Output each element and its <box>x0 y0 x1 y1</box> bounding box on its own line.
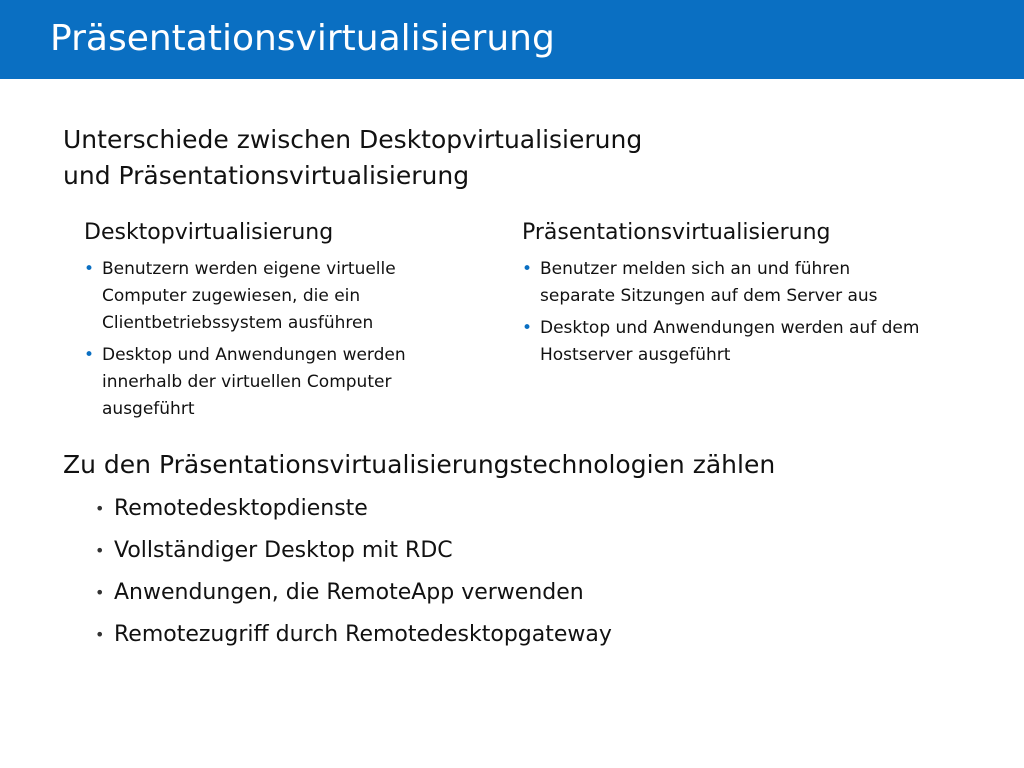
comparison-heading-line-2: und Präsentationsvirtualisierung <box>63 161 470 190</box>
technologies-list <box>95 488 612 656</box>
technology-text: Anwendungen, die RemoteApp verwenden <box>114 580 584 605</box>
technology-item <box>95 530 612 572</box>
column-title-desktop: Desktopvirtualisierung <box>84 220 334 245</box>
technology-item <box>95 488 612 530</box>
technology-item <box>95 572 612 614</box>
technology-text: Remotedesktopdienste <box>114 496 368 521</box>
technologies-heading: Zu den Präsentationsvirtualisierungstechnologien zählen <box>63 450 776 479</box>
presentation-bullet-item <box>522 256 922 310</box>
bullet-text: Benutzern werden eigene virtuelle Computer zugewiesen, die ein Clientbetriebssystem ausführen <box>102 259 396 333</box>
desktop-bullet-list <box>84 256 484 423</box>
bullet-icon: • <box>95 625 105 644</box>
bullet-icon: • <box>95 541 105 560</box>
comparison-heading-line-1: Unterschiede zwischen Desktopvirtualisierung <box>63 125 643 154</box>
technology-item <box>95 614 612 656</box>
bullet-icon: • <box>84 259 95 279</box>
bullet-icon: • <box>522 259 533 279</box>
bullet-text: Benutzer melden sich an und führen separate Sitzungen auf dem Server aus <box>540 259 878 306</box>
desktop-bullet-item <box>84 256 484 337</box>
desktop-bullet-item <box>84 342 484 423</box>
slide-title: Präsentationsvirtualisierung <box>50 18 555 59</box>
presentation-bullet-list <box>522 256 922 369</box>
column-title-presentation: Präsentationsvirtualisierung <box>522 220 831 245</box>
bullet-icon: • <box>522 318 533 338</box>
desktop-virtualization-column <box>84 216 484 428</box>
bullet-text: Desktop und Anwendungen werden auf dem Hostserver ausgeführt <box>540 318 920 365</box>
comparison-heading <box>63 122 963 194</box>
presentation-bullet-item <box>522 315 922 369</box>
technology-text: Remotezugriff durch Remotedesktopgateway <box>114 622 612 647</box>
bullet-icon: • <box>84 345 95 365</box>
bullet-text: Desktop und Anwendungen werden innerhalb der virtuellen Computer ausgeführt <box>102 345 406 419</box>
bullet-icon: • <box>95 583 105 602</box>
title-bar <box>0 0 1024 79</box>
technology-text: Vollständiger Desktop mit RDC <box>114 538 453 563</box>
presentation-virtualization-column <box>522 216 922 374</box>
bullet-icon: • <box>95 499 105 518</box>
